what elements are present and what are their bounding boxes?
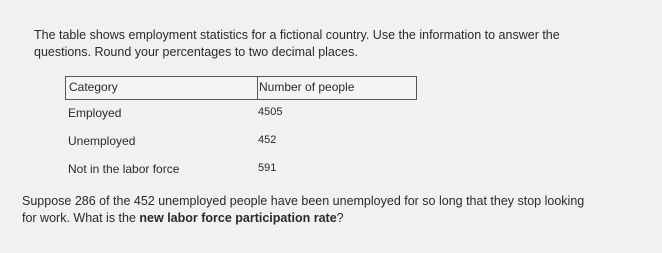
row-category: Not in the labor force — [68, 162, 180, 176]
question — [22, 193, 652, 227]
question-emphasis: new labor force participation rate — [139, 211, 337, 225]
header-category: Category — [66, 77, 258, 99]
row-category: Employed — [68, 106, 122, 120]
instructions — [34, 27, 634, 61]
row-count: 452 — [258, 134, 277, 146]
question-line-2-suffix: ? — [336, 211, 344, 225]
table-header — [65, 76, 417, 100]
question-line-2 — [22, 210, 652, 227]
table-row — [65, 128, 417, 156]
header-number-of-people: Number of people — [259, 80, 355, 94]
instructions-line-1: The table shows employment statistics for a fictional country. Use the information to answer the — [34, 28, 560, 42]
table-row — [65, 156, 417, 184]
row-category: Unemployed — [68, 134, 136, 148]
table-row — [65, 100, 417, 128]
row-count: 591 — [258, 162, 277, 174]
row-count: 4505 — [258, 106, 283, 118]
instructions-line-2: questions. Round your percentages to two decimal places. — [34, 45, 358, 59]
question-line-1: Suppose 286 of the 452 unemployed people have been unemployed for so long that they stop looking — [22, 194, 585, 208]
employment-table — [65, 76, 417, 184]
question-line-2-prefix: for work. What is the — [22, 211, 140, 225]
